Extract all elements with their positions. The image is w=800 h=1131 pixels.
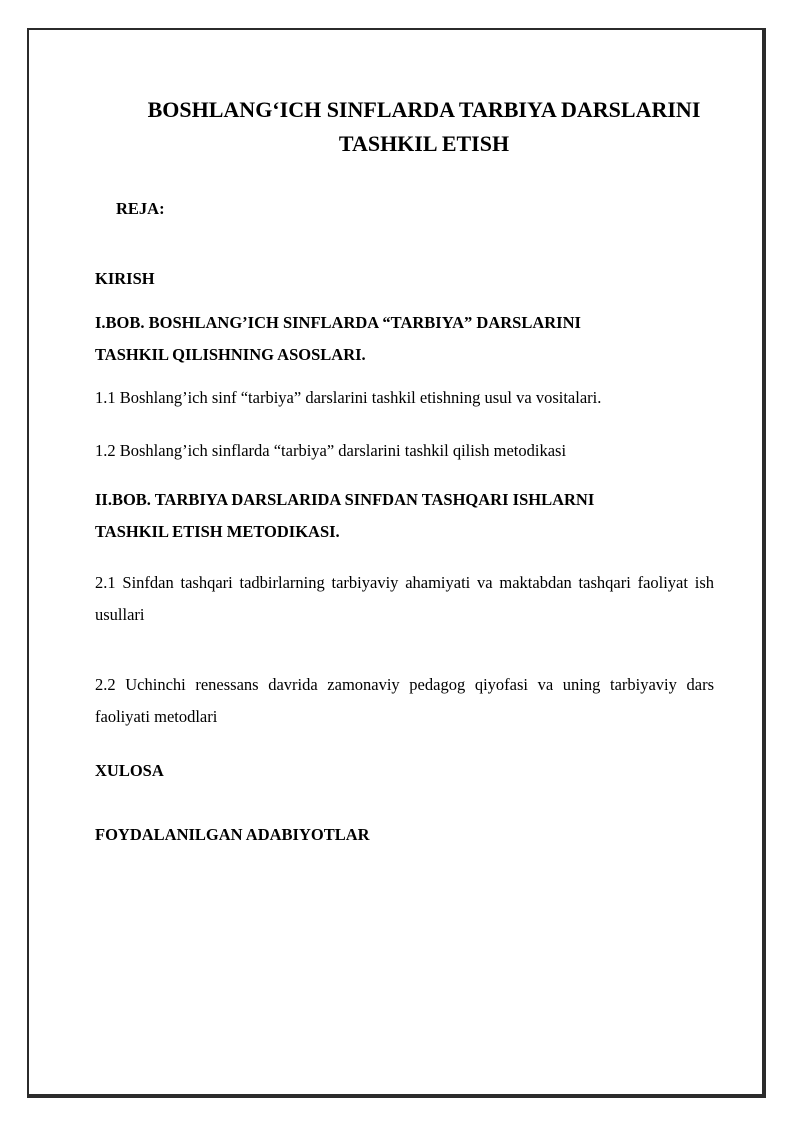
references-heading: FOYDALANILGAN ADABIYOTLAR [95,825,370,844]
chapter1-heading-line-2: TASHKIL QILISHNING ASOSLARI. [95,345,366,364]
section-2-2: 2.2 Uchinchi renessans davrida zamonaviy pedagog qiyofasi va uning tarbiyaviy dars faoliyati metodlari [95,675,714,726]
intro-heading: KIRISH [95,269,155,288]
section-1-2: 1.2 Boshlang’ich sinflarda “tarbiya” darslarini tashkil qilish metodikasi [95,441,567,460]
section-2-1: 2.1 Sinfdan tashqari tadbirlarning tarbiyaviy ahamiyati va maktabdan tashqari faoliyat ish usullari [95,573,714,624]
page-border [27,28,766,1098]
plan-label: REJA: [116,199,165,218]
section-1-1: 1.1 Boshlang’ich sinf “tarbiya” darslarini tashkil etishning usul va vositalari. [95,388,602,407]
document-title-line-1: BOSHLANG‘ICH SINFLARDA TARBIYA DARSLARINI [147,97,701,122]
conclusion-heading: XULOSA [95,761,164,780]
chapter2-heading-line-1: II.BOB. TARBIYA DARSLARIDA SINFDAN TASHQARI ISHLARNI [95,490,595,509]
document-title-line-2: TASHKIL ETISH [338,131,510,156]
chapter2-heading-line-2: TASHKIL ETISH METODIKASI. [95,522,340,541]
chapter1-heading-line-1: I.BOB. BOSHLANG’ICH SINFLARDA “TARBIYA” DARSLARINI [95,313,581,332]
